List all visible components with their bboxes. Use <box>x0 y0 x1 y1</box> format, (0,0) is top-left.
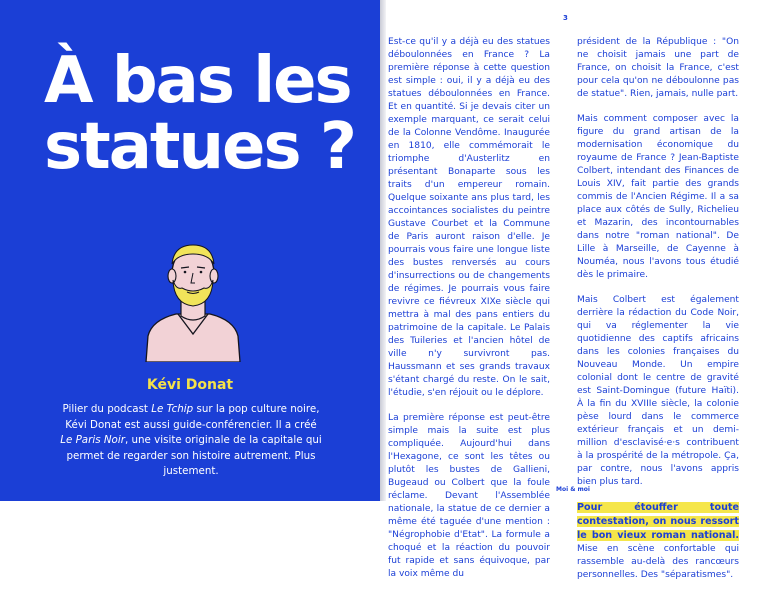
text-column-1 <box>388 36 550 593</box>
author-bio: Pilier du podcast Le Tchip sur la pop culture noire, Kévi Donat est aussi guide-conférencier. Il a créé Le Paris Noir, une visite originale de la capitale qui permet de regarder son histoire autrement. Plus justement. <box>60 403 322 477</box>
paragraph: La première réponse est peut-être simple mais la suite est plus compliquée. Aujourd'hui dans l'Hexagone, ce sont les têtes ou plutôt les bustes de Gallieni, Bugeaud ou Colbert que la foule réclame. Devant l'Assemblée nationale, la statue de ce dernier a même été taguée d'une mention : "Négrophobie d'Etat". La formule a choqué et la réaction du pouvoir fut rapide et sans équivoque, par la voix même du <box>388 413 550 579</box>
tour-title: Le Paris Noir <box>60 434 125 446</box>
paragraph: Mais comment composer avec la figure du grand artisan de la modernisation économique du royaume de France ? Jean-Baptiste Colbert, intendant des Finances de Louis XIV, fait partie des grands commis de l'Ancien Régime. Il a sa place aux côtés de Sully, Richelieu et Mazarin, des incontournables dans notre "roman national". De Lille à Marseille, de Cayenne à Nouméa, nous l'avons tous étudié dès le primaire. <box>577 114 739 280</box>
paragraph: Mais Colbert est également derrière la rédaction du Code Noir, qui va réglementer la vie quotidienne des captifs africains dans les colonies françaises du Nouveau Monde. Un empire colonial dont le centre de gravité est Saint-Domingue (future Haïti). À la fin du XVIIIe siècle, la colonie pèse lourd dans le commerce extérieur français et un demi-million d'esclavisé·e·s contribuent à la prospérité de la métropole. Ça, par contre, nous l'avons appris bien plus tard. <box>577 295 739 487</box>
footer-section-label: Moi & moi <box>556 486 590 493</box>
left-page <box>0 0 380 501</box>
page-number: 3 <box>563 14 568 22</box>
paragraph: Pour étouffer toute contestation, on nous ressort le bon vieux roman national. Mise en scène confortable qui rassemble au-delà des rancœurs personnelles. Des "séparatismes". <box>577 502 739 580</box>
author-name: Kévi Donat <box>146 377 234 393</box>
page-title: À bas les statues ? <box>44 44 355 184</box>
author-portrait <box>138 232 248 362</box>
highlighted-quote: Pour étouffer toute contestation, on nous ressort le bon vieux roman national. <box>577 502 739 541</box>
podcast-title: Le Tchip <box>151 403 194 415</box>
text-column-2 <box>577 36 739 594</box>
paragraph: Est-ce qu'il y a déjà eu des statues déboulonnées en France ? La première réponse à cette question est simple : oui, il y a déjà eu des statues déboulonnées en France. Et en quantité. Si je devais citer un exemple marquant, ce serait celui de la Colonne Vendôme. Inaugurée en 1810, elle commémorait le triomphe d'Austerlitz en présentant Bonaparte sous les traits d'un empereur romain. Quelque soixante ans plus tard, les accointances socialistes du peintre Gustave Courbet et la Commune de Paris auront raison d'elle. Je pourrais vous faire une longue liste des bustes renversés au cours d'insurrections ou de changements de régimes. Je pourrais vous faire revivre ce fiévreux XIXe siècle qui mettra à mal des pans entiers du patrimoine de la capitale. Le Palais des Tuileries et l'ancien hôtel de ville n'y survivront pas. Haussmann et ses grands travaux s'étant chargé du reste. On le sait, l'étudie, s'en réjouit ou le déplore. <box>388 37 550 398</box>
paragraph: président de la République : "On ne choisit jamais une part de France, on choisit la France, c'est pour cela qu'on ne déboulonne pas de statue". Rien, jamais, nulle part. <box>577 37 739 99</box>
